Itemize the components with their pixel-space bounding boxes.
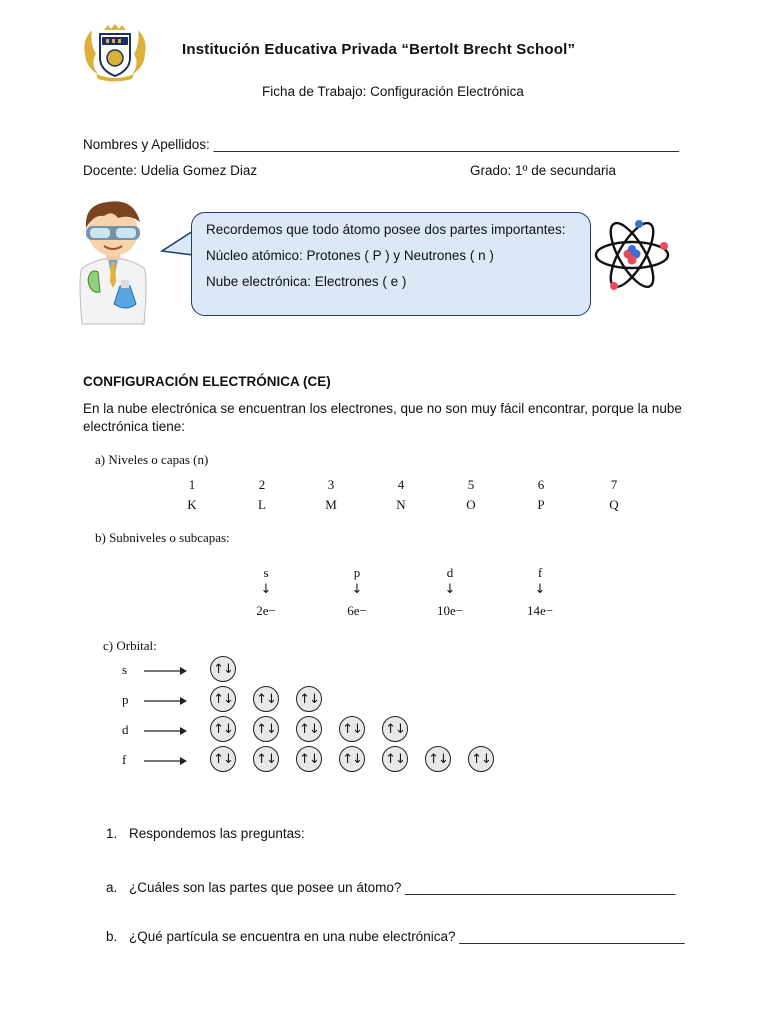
sublevel-name: p (353, 565, 361, 580)
orbital-row-label: d (122, 722, 129, 737)
question-intro: Respondemos las preguntas: (129, 826, 305, 841)
section-intro: En la nube electrónica se encuentran los electrones, que no son muy fácil encontrar, porque la nube electrónica tiene: (83, 401, 682, 434)
sublevel-electrons: 2e− (256, 603, 276, 618)
teacher-line: Docente: Udelia Gomez Diaz (83, 163, 258, 178)
down-arrow-icon: ↓ (444, 582, 456, 597)
sublevel-name: s (263, 565, 269, 580)
school-title: Institución Educativa Privada “Bertolt Brecht School” (182, 41, 576, 58)
orbital-pair-icon: ↑↓ (253, 686, 279, 712)
right-arrow-icon (144, 756, 188, 766)
orbital-row-label: p (122, 692, 129, 707)
sublevel-name: d (446, 565, 454, 580)
orbital-diagram (122, 656, 522, 786)
orbital-pair-icon: ↑↓ (382, 716, 408, 742)
sublevel-electrons: 14e− (526, 603, 554, 618)
sublevel-name: f (537, 565, 543, 580)
level-letter: M (325, 497, 337, 512)
orbital-pair-icon: ↑↓ (339, 746, 365, 772)
bubble-nucleus: Núcleo atómico: Protones ( P ) y Neutrones ( n ) (206, 248, 494, 263)
level-number: 5 (467, 477, 475, 492)
level-number: 1 (188, 477, 196, 492)
orbital-pair-icon: ↑↓ (296, 716, 322, 742)
level-letter: K (187, 497, 197, 512)
orbital-pair-icon: ↑↓ (253, 746, 279, 772)
level-letter: P (537, 497, 545, 512)
orbital-pair-icon: ↑↓ (468, 746, 494, 772)
bubble-cloud: Nube electrónica: Electrones ( e ) (206, 274, 407, 289)
orbital-pair-icon: ↑↓ (210, 686, 236, 712)
bubble-intro: Recordemos que todo átomo posee dos partes importantes: (206, 222, 566, 237)
sublevel-electrons: 10e− (436, 603, 464, 618)
orbital-row-label: f (122, 752, 127, 767)
name-label: Nombres y Apellidos: (83, 137, 214, 152)
question-a-number: a. (106, 880, 118, 895)
question-b-number: b. (106, 929, 118, 944)
orbital-pair-icon: ↑↓ (296, 686, 322, 712)
question-b[interactable]: ¿Qué partícula se encuentra en una nube electrónica? ______________________________ (129, 929, 685, 944)
down-arrow-icon: ↓ (534, 582, 546, 597)
down-arrow-icon: ↓ (260, 582, 272, 597)
orbital-pair-icon: ↑↓ (210, 656, 236, 682)
name-blank[interactable]: ______________________________________________________________ (213, 137, 680, 152)
orbital-pair-icon: ↑↓ (425, 746, 451, 772)
right-arrow-icon (144, 696, 188, 706)
school-crest-icon (80, 24, 150, 82)
right-arrow-icon (144, 666, 188, 676)
level-letter: N (396, 497, 406, 512)
orbital-row-label: s (122, 662, 128, 677)
worksheet-title: Ficha de Trabajo: Configuración Electrónica (262, 84, 524, 99)
orbitals-label: c) Orbital: (103, 638, 157, 653)
question-intro-number: 1. (106, 826, 118, 841)
sublevel-electrons: 6e− (347, 603, 367, 618)
scientist-boy-icon (68, 196, 158, 328)
section-heading: CONFIGURACIÓN ELECTRÓNICA (CE) (83, 374, 331, 389)
name-field-line (83, 137, 679, 152)
speech-bubble (191, 212, 591, 316)
level-letter: Q (609, 497, 619, 512)
levels-label: a) Niveles o capas (n) (95, 452, 209, 467)
orbital-pair-icon: ↑↓ (210, 716, 236, 742)
question-a[interactable]: ¿Cuáles son las partes que posee un átomo? ____________________________________ (129, 880, 676, 895)
level-letter: O (466, 497, 476, 512)
orbital-pair-icon: ↑↓ (210, 746, 236, 772)
orbital-pair-icon: ↑↓ (339, 716, 365, 742)
level-number: 6 (537, 477, 545, 492)
level-number: 4 (397, 477, 405, 492)
level-number: 7 (610, 477, 618, 492)
level-number: 2 (258, 477, 266, 492)
down-arrow-icon: ↓ (351, 582, 363, 597)
atom-icon (594, 214, 672, 296)
sublevels-label: b) Subniveles o subcapas: (95, 530, 230, 545)
orbital-pair-icon: ↑↓ (382, 746, 408, 772)
grade-line: Grado: 1º de secundaria (470, 163, 617, 178)
level-number: 3 (327, 477, 335, 492)
level-letter: L (258, 497, 266, 512)
orbital-pair-icon: ↑↓ (296, 746, 322, 772)
right-arrow-icon (144, 726, 188, 736)
orbital-pair-icon: ↑↓ (253, 716, 279, 742)
